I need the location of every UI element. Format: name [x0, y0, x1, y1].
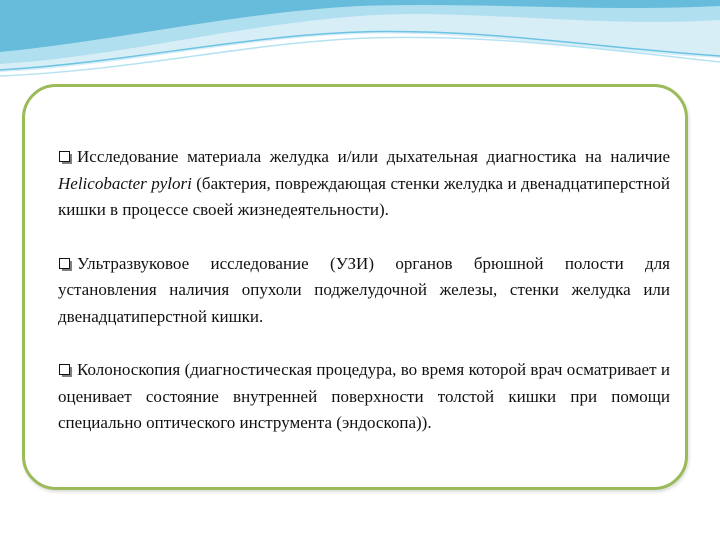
square-bullet-icon — [58, 258, 75, 270]
list-item-breath-test — [58, 144, 670, 224]
list-item-colonoscopy — [58, 357, 670, 437]
item-text-continued: (бактерия, повреждающая стенки желудка и двенадцатиперстной кишки в процессе своей жизнедеятельности). — [58, 173, 670, 219]
bullet-list — [58, 144, 670, 437]
item-text: Колоноскопия (диагностическая процедура, во время которой врач осматривает и оценивает состояние внутренней поверхности толстой кишки при помощи специально оптического инструмента (эндоскопа)). — [58, 360, 670, 432]
italic-term: Helicobacter pylori — [58, 173, 192, 193]
item-text: Ультразвуковое исследование (УЗИ) органов брюшной полости для установления наличия опухоли поджелудочной железы, стенки желудка или двенадцатиперстной кишки. — [58, 253, 670, 326]
item-text: Исследование материала желудка и/или дыхательная диагностика на наличие — [77, 147, 670, 166]
list-item-ultrasound — [58, 251, 670, 331]
square-bullet-icon — [58, 151, 75, 163]
square-bullet-icon — [58, 364, 75, 376]
